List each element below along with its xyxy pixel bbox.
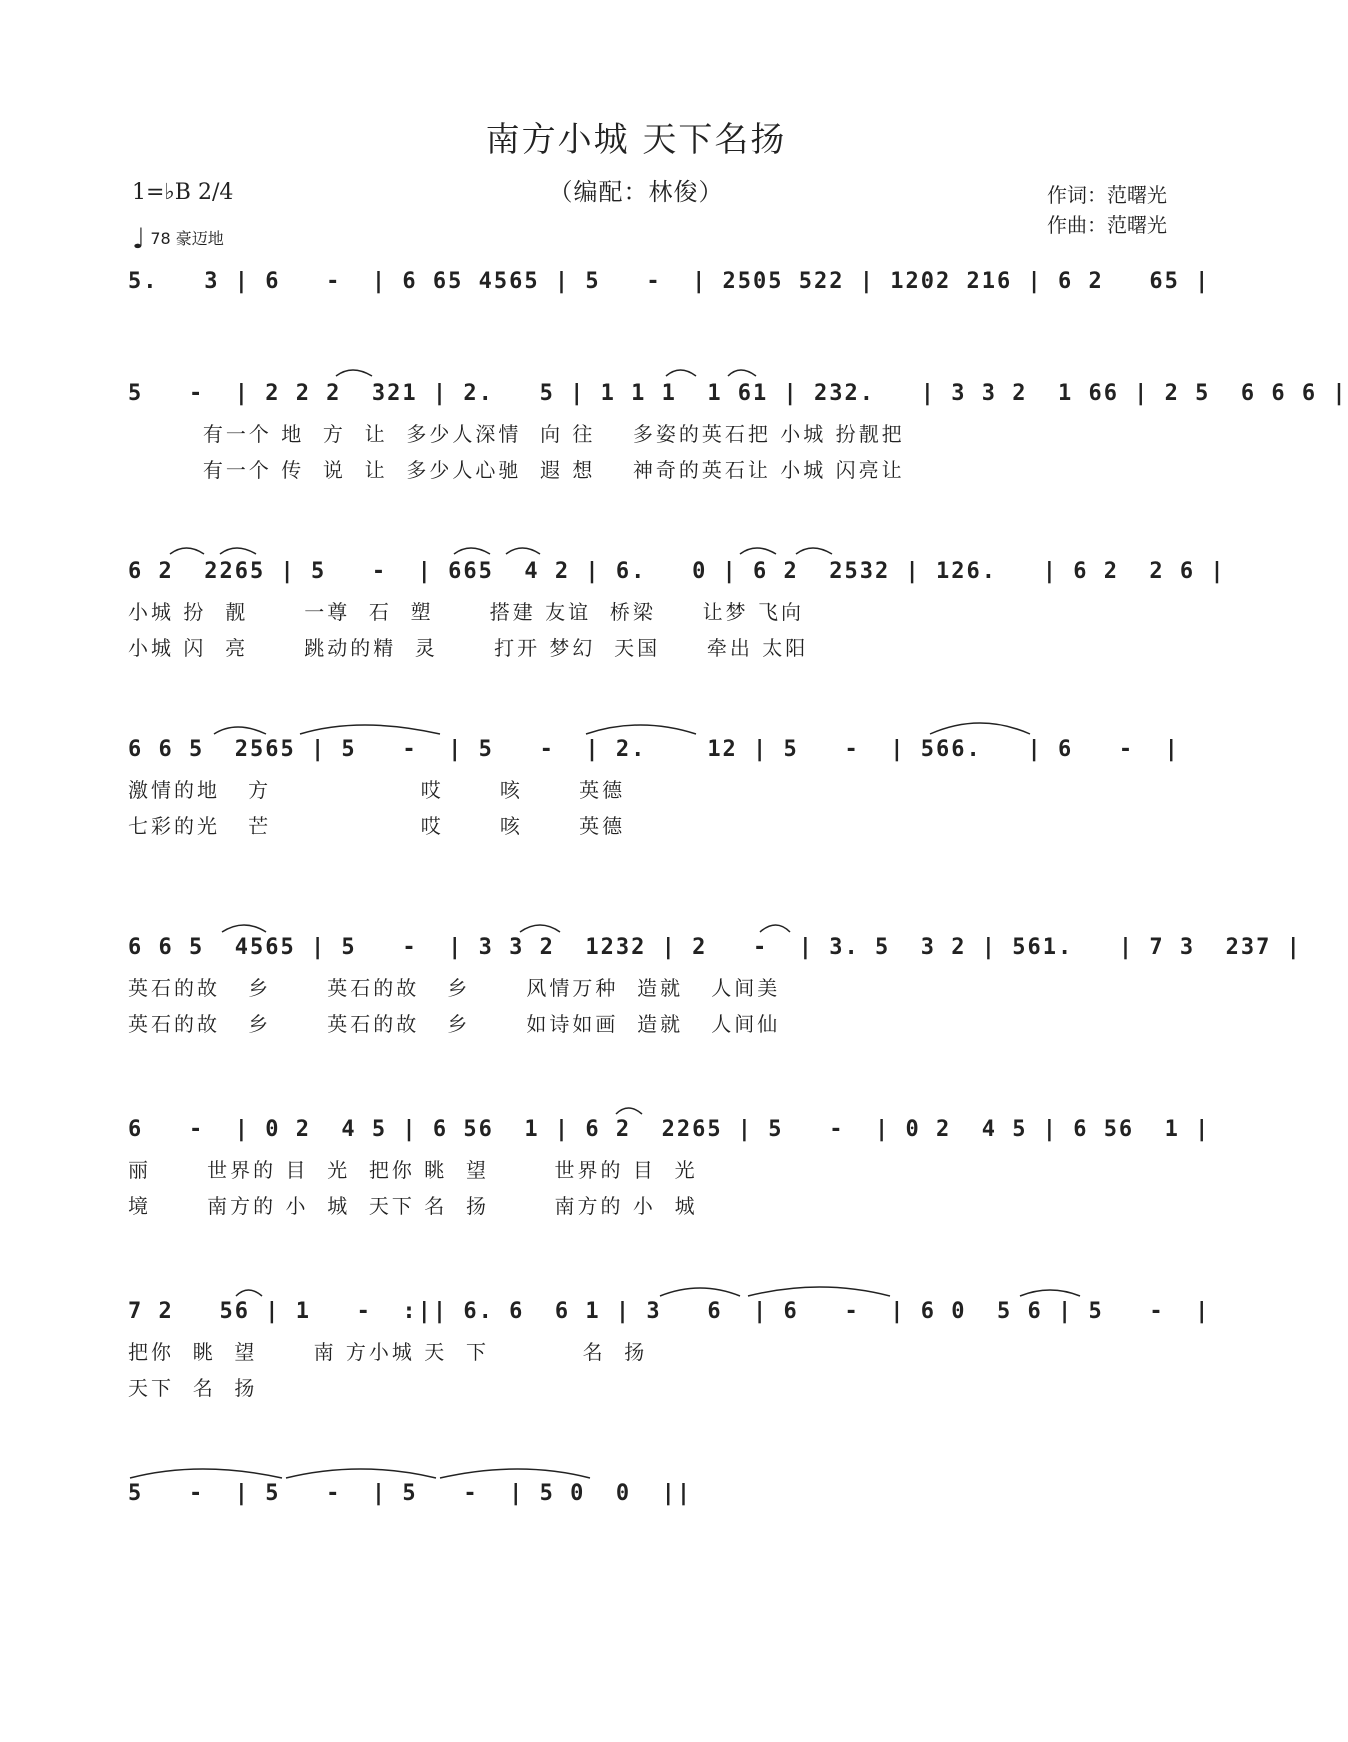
score-system-5 (128, 926, 1302, 1042)
lyric-verse-2: 有一个 传 说 让 多少人心驰 遐 想 神奇的英石让 小城 闪亮让 (128, 458, 905, 482)
lyric-verse-1: 有一个 地 方 让 多少人深情 向 往 多姿的英石把 小城 扮靓把 (128, 422, 905, 446)
notation-line: 5. 3 | 6 - | 6 65 4565 | 5 - | 2505 522 | 1202 216 | 6 2 65 | (128, 269, 1211, 294)
lyric-verse-1: 丽 世界的 目 光 把你 眺 望 世界的 目 光 (128, 1158, 698, 1182)
score-system-2 (128, 372, 1348, 488)
notation-line: 6 6 5 4565 | 5 - | 3 3 2 1232 | 2 - | 3. 5 3 2 | 561. | 7 3 237 | (128, 935, 1302, 960)
tempo-marking (132, 222, 224, 255)
quarter-note-icon: ♩ (132, 222, 146, 255)
composer-credit: 作曲：范曙光 (1047, 213, 1167, 237)
notation-line: 7 2 56 | 1 - :|| 6. 6 6 1 | 3 6 | 6 - | 6 0 5 6 | 5 - | (128, 1299, 1211, 1324)
tempo-text: 78 豪迈地 (150, 229, 224, 248)
notation-line: 6 6 5 2565 | 5 - | 5 - | 2. 12 | 5 - | 566. | 6 - | (128, 737, 1180, 762)
lyric-verse-1: 英石的故 乡 英石的故 乡 风情万种 造就 人间美 (128, 976, 781, 1000)
lyric-verse-1: 激情的地 方 哎 咳 英德 (128, 778, 626, 802)
notation-line: 5 - | 5 - | 5 - | 5 0 0 || (128, 1481, 693, 1506)
lyric-verse-2: 境 南方的 小 城 天下 名 扬 南方的 小 城 (128, 1194, 698, 1218)
score-system-7 (128, 1290, 1211, 1406)
lyric-verse-1: 小城 扮 靓 一尊 石 塑 搭建 友谊 桥梁 让梦 飞向 (128, 600, 805, 624)
score-system-8 (128, 1472, 1168, 1516)
lyric-verse-2: 七彩的光 芒 哎 咳 英德 (128, 814, 626, 838)
lyric-verse-1: 把你 眺 望 南 方小城 天 下 名 扬 (128, 1340, 648, 1364)
key-signature: 1=♭B 2/4 (132, 180, 234, 205)
notation-line: 6 - | 0 2 4 5 | 6 56 1 | 6 2 2265 | 5 - | 0 2 4 5 | 6 56 1 | (128, 1117, 1211, 1142)
lyric-verse-2: 天下 名 扬 (128, 1376, 258, 1400)
score-system-4 (128, 728, 1180, 844)
lyricist-credit: 作词：范曙光 (1047, 183, 1167, 207)
song-title: 南方小城 天下名扬 (485, 120, 787, 160)
score-system-1 (128, 260, 1211, 304)
score-system-3 (128, 550, 1226, 666)
notation-line: 6 2 2265 | 5 - | 665 4 2 | 6. 0 | 6 2 2532 | 126. | 6 2 2 6 | (128, 559, 1226, 584)
credits (1047, 180, 1167, 240)
notation-line: 5 - | 2 2 2 321 | 2. 5 | 1 1 1 1 61 | 232. | 3 3 2 1 66 | 2 5 6 6 6 | (128, 381, 1348, 406)
lyric-verse-2: 小城 闪 亮 跳动的精 灵 打开 梦幻 天国 牵出 太阳 (128, 636, 809, 660)
score-system-6 (128, 1108, 1211, 1224)
arranger-credit: （编配：林俊） (548, 178, 724, 206)
lyric-verse-2: 英石的故 乡 英石的故 乡 如诗如画 造就 人间仙 (128, 1012, 781, 1036)
